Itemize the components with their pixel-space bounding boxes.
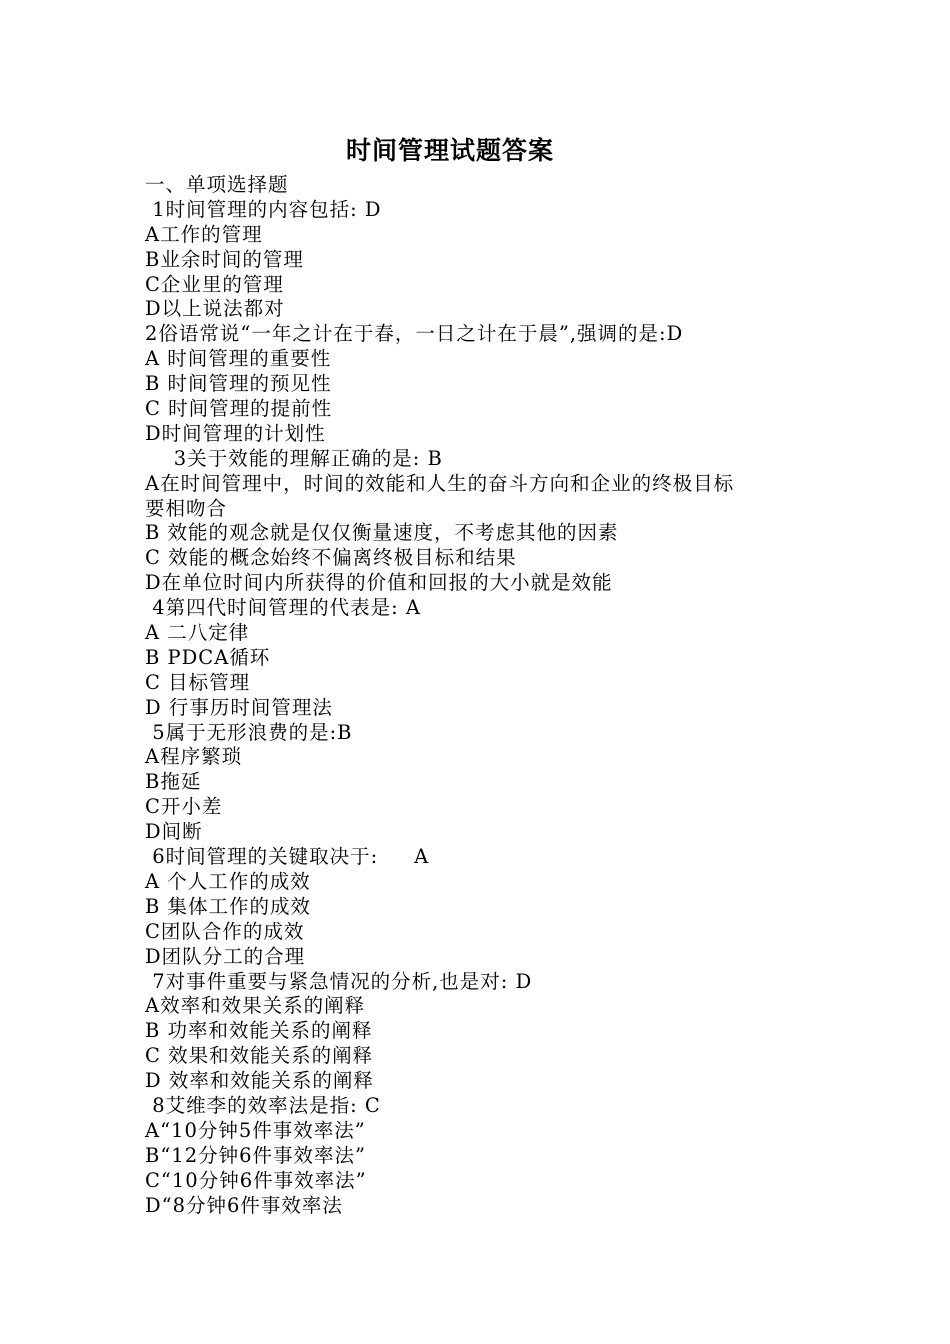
document-line: A在时间管理中，时间的效能和人生的奋斗方向和企业的终极目标 [145, 471, 735, 495]
document-line: B PDCA循环 [145, 645, 271, 669]
document-line: 7对事件重要与紧急情况的分析,也是对: D [145, 969, 533, 993]
document-line: C团队合作的成效 [145, 919, 305, 943]
document-line: 4第四代时间管理的代表是: A [145, 596, 421, 620]
document-line: D 效率和效能关系的阐释 [145, 1069, 374, 1093]
document-line: 要相吻合 [145, 496, 228, 520]
document-line: D团队分工的合理 [145, 944, 306, 968]
document-line: C 效果和效能关系的阐释 [145, 1044, 374, 1068]
document-line: 3关于效能的理解正确的是: B [145, 446, 443, 470]
document-line: 5属于无形浪费的是:B [145, 720, 353, 744]
document-line: C 效能的概念始终不偏离终极目标和结果 [145, 546, 517, 570]
page-title: 时间管理试题答案 [345, 136, 554, 165]
document-line: A 个人工作的成效 [145, 869, 311, 893]
document-line: D 行事历时间管理法 [145, 695, 333, 719]
document-line: B“12分钟6件事效率法” [145, 1143, 366, 1167]
document-line: B 时间管理的预见性 [145, 372, 332, 396]
document-line: A程序繁琐 [145, 745, 243, 769]
document-line: C开小差 [145, 795, 223, 819]
document-line: 一、单项选择题 [145, 173, 289, 196]
document-line: B 功率和效能关系的阐释 [145, 1019, 373, 1043]
document-line: A“10分钟5件事效率法” [145, 1118, 366, 1142]
document-body [145, 173, 825, 1218]
document-line: A工作的管理 [145, 222, 263, 246]
document-line: D间断 [145, 820, 203, 844]
document-line: D在单位时间内所获得的价值和回报的大小就是效能 [145, 571, 613, 595]
document-line: D“8分钟6件事效率法 [145, 1193, 343, 1217]
document-line: 1时间管理的内容包括: D [145, 197, 382, 221]
document-line: C 时间管理的提前性 [145, 397, 333, 421]
document-line: 2俗语常说“一年之计在于春，一日之计在于晨”,强调的是:D [145, 322, 684, 346]
document-line: B拖延 [145, 770, 202, 794]
document-line: B 效能的观念就是仅仅衡量速度，不考虑其他的因素 [145, 521, 619, 545]
document-line: A效率和效果关系的阐释 [145, 994, 366, 1018]
document-line: 6时间管理的关键取决于: A [145, 845, 430, 869]
document-line: C 目标管理 [145, 670, 251, 694]
document-line: C“10分钟6件事效率法” [145, 1168, 367, 1192]
document-line: C企业里的管理 [145, 272, 284, 296]
document-line: A 二八定律 [145, 621, 250, 645]
document-line: D以上说法都对 [145, 297, 285, 321]
document-line: B 集体工作的成效 [145, 894, 312, 918]
document-line: B业余时间的管理 [145, 247, 304, 271]
document-line: D时间管理的计划性 [145, 421, 326, 445]
document-line: 8艾维李的效率法是指: C [145, 1093, 381, 1117]
document-line: A 时间管理的重要性 [145, 347, 332, 371]
